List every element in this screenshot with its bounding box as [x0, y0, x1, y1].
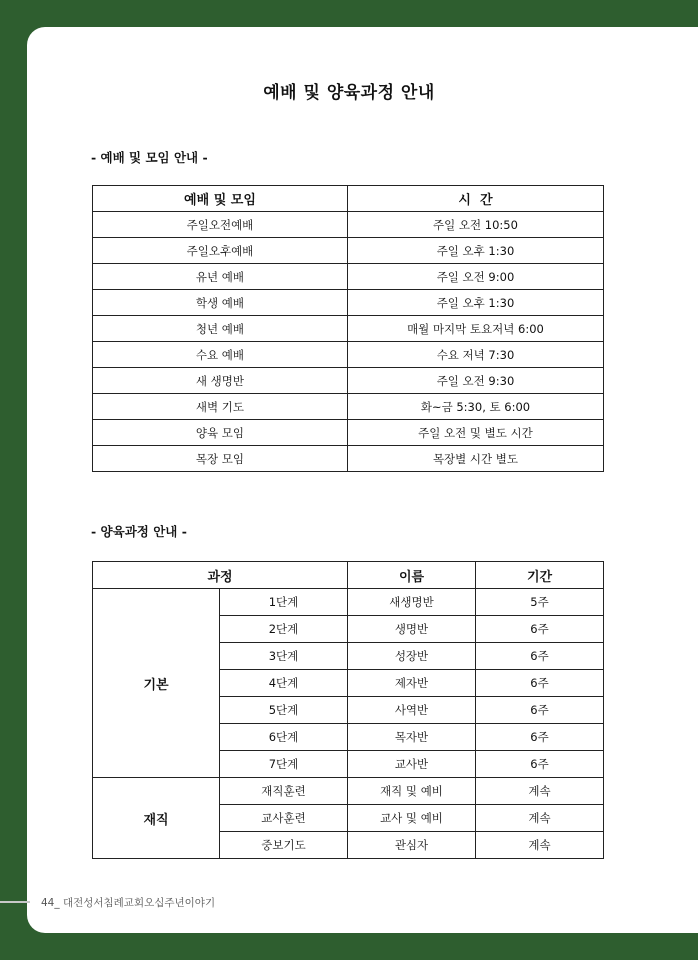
course-name-cell: 관심자: [348, 832, 476, 859]
worship-event-cell: 목장 모임: [93, 446, 348, 472]
worship-header-time: 시 간: [347, 186, 603, 212]
course-name-cell: 재직 및 예비: [348, 778, 476, 805]
worship-time-cell: 주일 오전 9:30: [347, 368, 603, 394]
worship-time-cell: 화~금 5:30, 토 6:00: [347, 394, 603, 420]
course-period-cell: 5주: [476, 589, 604, 616]
course-name-cell: 제자반: [348, 670, 476, 697]
worship-row: [93, 420, 604, 446]
course-step-cell: 4단계: [220, 670, 348, 697]
course-period-cell: 6주: [476, 616, 604, 643]
worship-header-event: 예배 및 모임: [93, 186, 348, 212]
worship-time-cell: 주일 오전 및 별도 시간: [347, 420, 603, 446]
course-period-cell: 6주: [476, 724, 604, 751]
course-name-cell: 목자반: [348, 724, 476, 751]
course-step-cell: 7단계: [220, 751, 348, 778]
worship-event-cell: 주일오전예배: [93, 212, 348, 238]
course-row: [93, 778, 604, 805]
course-name-cell: 생명반: [348, 616, 476, 643]
worship-row: [93, 446, 604, 472]
footer: [0, 893, 698, 913]
course-step-cell: 중보기도: [220, 832, 348, 859]
courses-header-period: 기간: [476, 562, 604, 589]
worship-row: [93, 368, 604, 394]
worship-time-cell: 목장별 시간 별도: [347, 446, 603, 472]
worship-time-cell: 매월 마지막 토요저녁 6:00: [347, 316, 603, 342]
courses-header-name: 이름: [348, 562, 476, 589]
worship-event-cell: 새 생명반: [93, 368, 348, 394]
footer-page-label: 44_ 대전성서침례교회오십주년이야기: [41, 897, 216, 909]
worship-table: [92, 185, 604, 472]
course-name-cell: 교사반: [348, 751, 476, 778]
courses-header-course: 과정: [93, 562, 348, 589]
course-period-cell: 계속: [476, 832, 604, 859]
course-name-cell: 교사 및 예비: [348, 805, 476, 832]
worship-event-cell: 양육 모임: [93, 420, 348, 446]
worship-time-cell: 주일 오후 1:30: [347, 290, 603, 316]
course-step-cell: 재직훈련: [220, 778, 348, 805]
course-name-cell: 성장반: [348, 643, 476, 670]
worship-row: [93, 212, 604, 238]
course-period-cell: 계속: [476, 778, 604, 805]
worship-event-cell: 수요 예배: [93, 342, 348, 368]
courses-table: [92, 561, 604, 859]
course-period-cell: 6주: [476, 643, 604, 670]
worship-event-cell: 주일오후예배: [93, 238, 348, 264]
worship-row: [93, 342, 604, 368]
course-name-cell: 새생명반: [348, 589, 476, 616]
course-step-cell: 교사훈련: [220, 805, 348, 832]
course-step-cell: 1단계: [220, 589, 348, 616]
courses-header-row: [93, 562, 604, 589]
worship-header-row: [93, 186, 604, 212]
course-period-cell: 계속: [476, 805, 604, 832]
course-group-cell: 기본: [93, 589, 220, 778]
worship-row: [93, 394, 604, 420]
course-step-cell: 5단계: [220, 697, 348, 724]
worship-row: [93, 264, 604, 290]
worship-time-cell: 주일 오전 10:50: [347, 212, 603, 238]
worship-time-cell: 수요 저녁 7:30: [347, 342, 603, 368]
courses-section-label: - 양육과정 안내 -: [91, 524, 187, 539]
worship-time-cell: 주일 오전 9:00: [347, 264, 603, 290]
course-period-cell: 6주: [476, 670, 604, 697]
worship-time-cell: 주일 오후 1:30: [347, 238, 603, 264]
course-step-cell: 6단계: [220, 724, 348, 751]
course-step-cell: 3단계: [220, 643, 348, 670]
course-step-cell: 2단계: [220, 616, 348, 643]
course-row: [93, 589, 604, 616]
worship-row: [93, 316, 604, 342]
course-period-cell: 6주: [476, 697, 604, 724]
course-name-cell: 사역반: [348, 697, 476, 724]
worship-section-label: - 예배 및 모임 안내 -: [91, 150, 208, 165]
course-group-cell: 재직: [93, 778, 220, 859]
page-title: 예배 및 양육과정 안내: [263, 83, 435, 103]
worship-event-cell: 새벽 기도: [93, 394, 348, 420]
worship-event-cell: 학생 예배: [93, 290, 348, 316]
worship-event-cell: 유년 예배: [93, 264, 348, 290]
worship-row: [93, 238, 604, 264]
worship-event-cell: 청년 예배: [93, 316, 348, 342]
worship-row: [93, 290, 604, 316]
footer-rule: [0, 901, 30, 903]
course-period-cell: 6주: [476, 751, 604, 778]
